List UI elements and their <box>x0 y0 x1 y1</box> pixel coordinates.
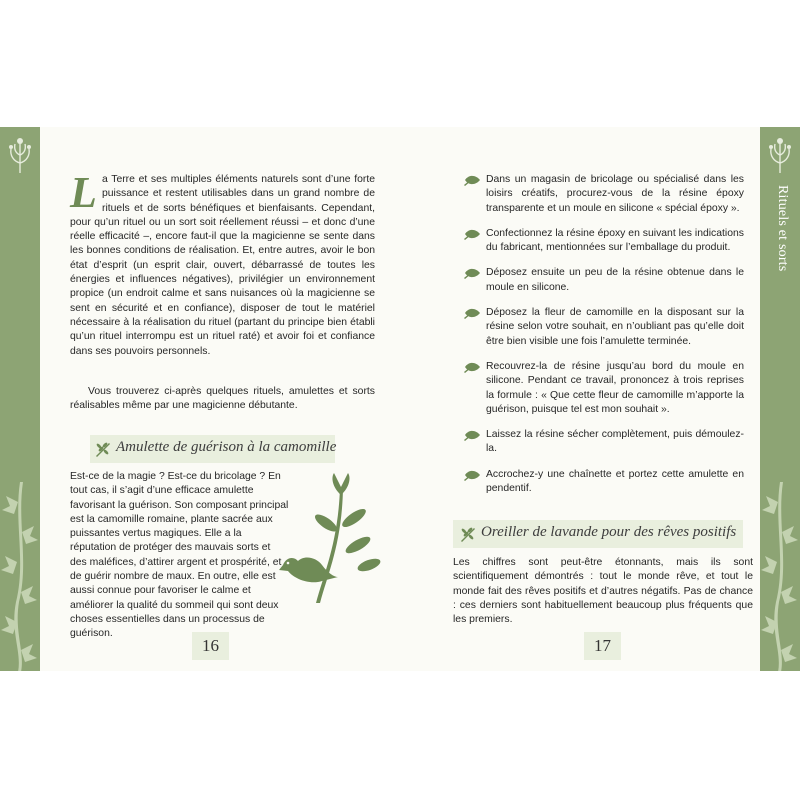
leaf-bullet-icon <box>464 469 481 481</box>
right-decorative-band <box>760 127 800 671</box>
list-item <box>464 468 744 497</box>
step-text: Déposez ensuite un peu de la résine obtenue dans le moule en silicone. <box>486 267 744 293</box>
list-item <box>464 428 744 457</box>
steps-list <box>464 173 744 507</box>
intro-paragraph <box>70 168 375 359</box>
leaf-bullet-icon <box>464 228 481 240</box>
step-text: Recouvrez-la de résine jusqu’au bord du moule en silicone. Pendant ce travail, prononcez à trois reprises la formule : « Que cette fleur de camomille m’apporte la guérison, puisque tel est mon souhait ». <box>486 360 744 415</box>
step-text: Accrochez-y une chaînette et portez cette amulette en pendentif. <box>486 468 744 495</box>
floral-ornament-icon <box>765 135 795 175</box>
list-item <box>464 306 744 349</box>
step-text: Dans un magasin de bricolage ou spécialisé dans les loisirs créatifs, procurez-vous de la résine époxy transparente et un moule en silicone « spécial époxy ». <box>486 174 744 214</box>
page-number-right: 17 <box>584 632 621 660</box>
leaf-bullet-icon <box>464 267 481 279</box>
step-text: Laissez la résine sécher complètement, puis démoulez-la. <box>486 429 744 455</box>
ivy-vine-ornament <box>760 482 800 671</box>
right-page <box>420 127 760 671</box>
bird-branch-illustration <box>276 473 386 603</box>
ivy-vine-ornament <box>0 482 40 671</box>
sprig-icon <box>459 525 477 543</box>
dropcap-letter: L <box>70 168 97 217</box>
section-title-lavender <box>453 520 743 548</box>
left-decorative-band <box>0 127 40 671</box>
running-head: Rituels et sorts <box>775 185 790 272</box>
list-item <box>464 266 744 295</box>
list-item <box>464 173 744 216</box>
leaf-bullet-icon <box>464 361 481 373</box>
list-item <box>464 360 744 417</box>
list-item <box>464 227 744 256</box>
section-title-chamomile <box>90 435 335 463</box>
lavender-section-text: Les chiffres sont peut-être étonnants, mais ils sont scientifiquement démontrés : tout le monde rêve, et tout le monde fait des rêves positifs et d’autres négatifs. Pas de chance : ces derniers sont habituellement beaucoup plus fréquents que les premiers. <box>453 557 753 626</box>
section-title-text: Oreiller de lavande pour des rêves positifs <box>481 524 737 540</box>
intro-paragraph-2: Vous trouverez ci-après quelques rituels, amulettes et sorts réalisables même par une magicienne débutante. <box>70 386 375 412</box>
leaf-bullet-icon <box>464 307 481 319</box>
intro-text: a Terre et ses multiples éléments naturels sont d’une forte puissance et restent utilisables dans un grand nombre de rituels et de sorts bénéfiques et bienfaisants. Cependant, pour qu’un rituel ou un sort soit réellement réussi – et donc d’une réelle efficacité –, encore faut-il que la magicienne se sente dans les bonnes conditions de réalisation. Et, entre autres, avoir le bon état d’esprit (un esprit clair, ouvert, débarrassé de toutes les énergies et influences négatives), privilégier un environnement propice (un endroit calme et sans nuisances où la magicienne se sent en sécurité et en confiance), disposer de tout le matériel nécessaire à la réalisation du rituel (partant du principe bien établi qu’un rituel interrompu est un rituel raté) et avoir foi et confiance dans ses pouvoirs personnels. <box>70 174 375 357</box>
step-text: Déposez la fleur de camomille en la disposant sur la résine selon votre souhait, en n’oubliant pas qu’elle doit être bien visible une fois l’amulette terminée. <box>486 307 744 347</box>
left-page <box>40 127 420 671</box>
step-text: Confectionnez la résine époxy en suivant les indications du fabricant, mentionnées sur l’emballage du produit. <box>486 227 744 254</box>
sprig-icon <box>94 440 112 458</box>
chamomile-section-text: Est-ce de la magie ? Est-ce du bricolage ? En tout cas, il s’agit d’une efficace amulette favorisant la guérison. Son composant principal est la camomille romaine, plante sacrée aux puissantes vertus magiques. Elle a la réputation de protéger des mauvais sorts et des maléfices, d’attirer argent et prospérité, et de guérir nombre de maux. En outre, elle est aussi connue pour favoriser le calme et améliorer la qualité du sommeil qui sont deux choses essentielles dans un processus de guérison. <box>70 471 289 640</box>
section-title-text: Amulette de guérison à la camomille <box>116 439 337 455</box>
floral-ornament-icon <box>5 135 35 175</box>
book-spread <box>0 127 800 671</box>
leaf-bullet-icon <box>464 429 481 441</box>
dropcap-box <box>70 168 97 217</box>
leaf-bullet-icon <box>464 174 481 186</box>
page-number-left: 16 <box>192 632 229 660</box>
